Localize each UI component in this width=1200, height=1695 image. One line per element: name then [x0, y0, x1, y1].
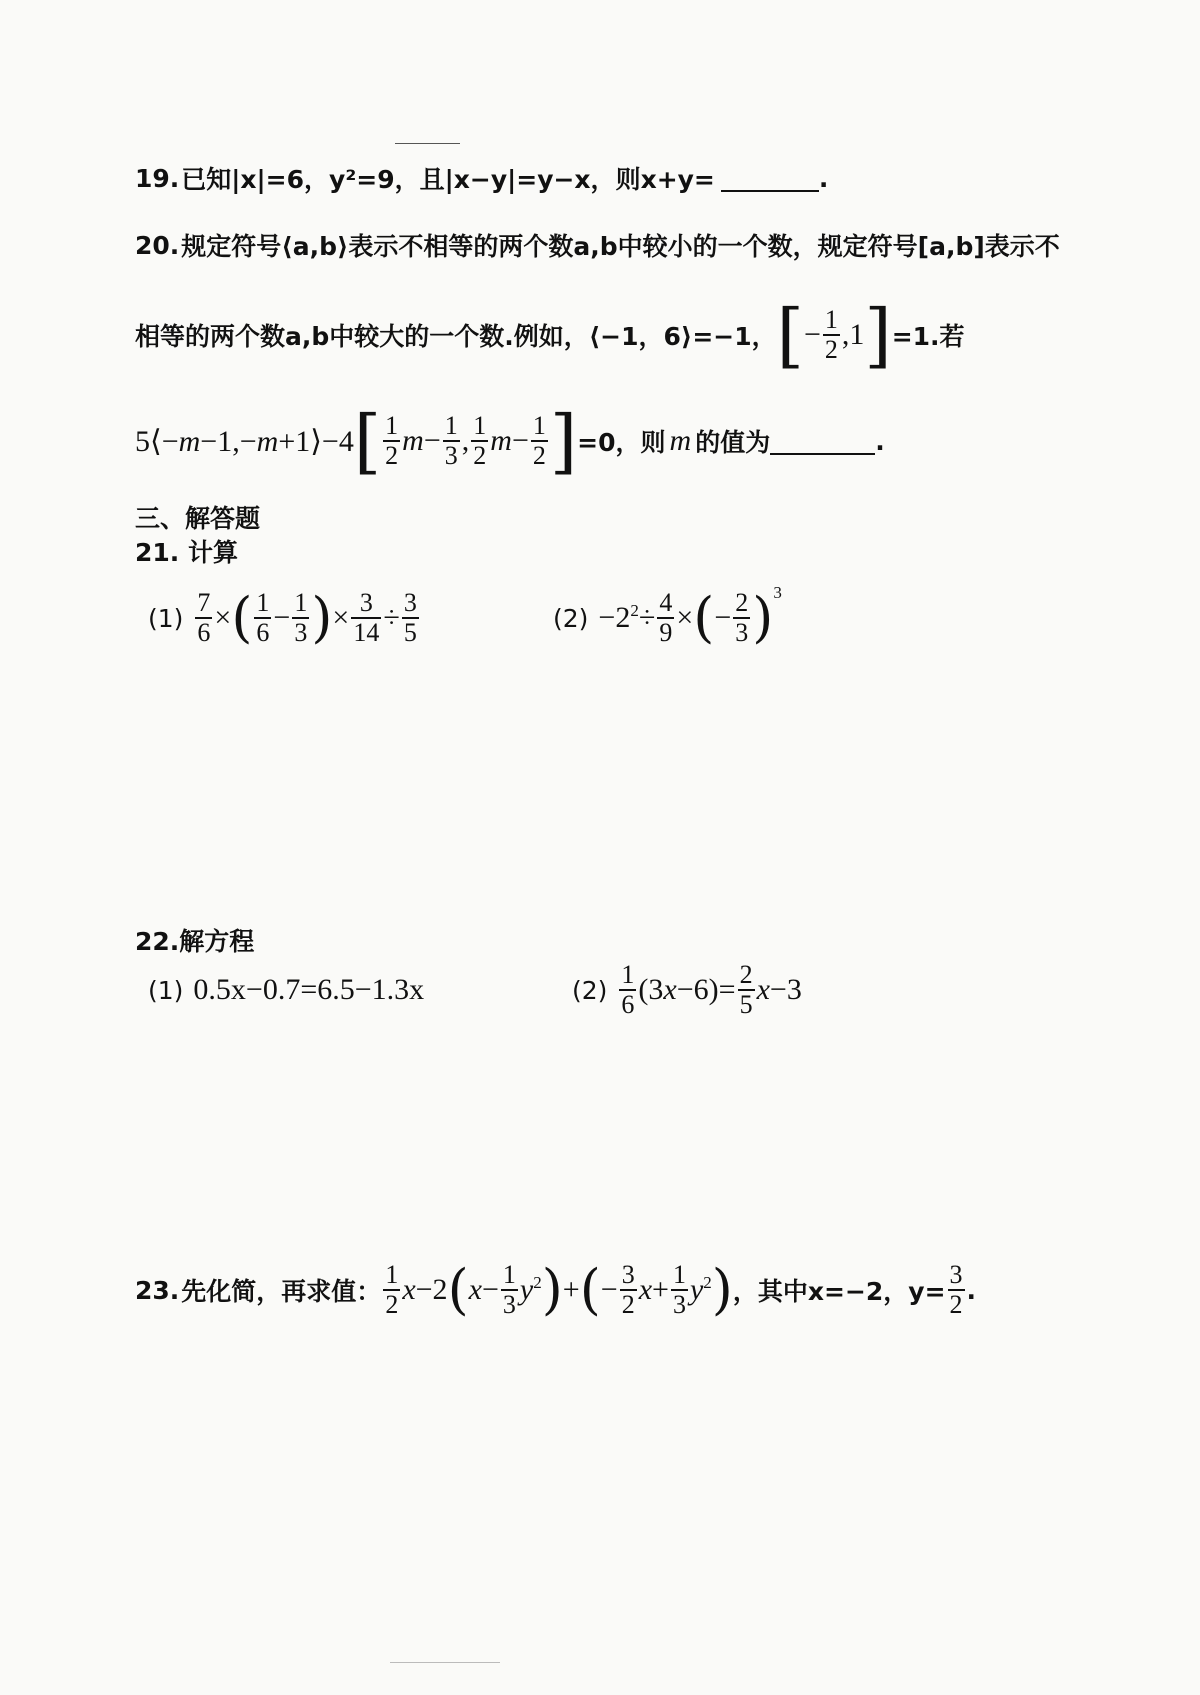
fraction-7-6: $\frac{7}{6}$: [197, 588, 211, 647]
minus-sign: −: [511, 424, 529, 457]
q20-period: .: [875, 426, 885, 456]
q19-text: 已知|x|=6，y²=9，且|x−y|=y−x，则x+y=: [181, 165, 715, 194]
right-paren: ): [541, 1258, 563, 1321]
q19-period: .: [818, 163, 829, 193]
q20-number: 20.: [135, 230, 180, 260]
top-mark: [395, 143, 460, 144]
right-bracket: ]: [549, 400, 578, 482]
minus-sign: −: [803, 318, 821, 351]
section-3-title: 三、解答题: [135, 504, 261, 533]
q20-line3-text: =0，则: [577, 428, 666, 457]
fraction-1-2: $\frac{1}{2}$: [385, 1260, 399, 1319]
fraction-one-half: $\frac{1}{2}$: [473, 411, 487, 470]
q21-part2-label: (2): [553, 603, 589, 633]
q23-expr-a: x−2: [402, 1273, 448, 1306]
q22-part2-rest: x−3: [756, 973, 802, 1006]
times-sign: ×: [332, 601, 350, 634]
fraction-1-6: $\frac{1}{6}$: [621, 960, 635, 1019]
q22-part1-equation: 0.5x−0.7=6.5−1.3x: [193, 973, 425, 1006]
fraction-1-3: $\frac{1}{3}$: [502, 1260, 516, 1319]
q20-line2-text: 相等的两个数a,b中较大的一个数.例如，⟨−1，6⟩=−1，: [135, 322, 777, 351]
var-m: m: [402, 424, 424, 457]
left-bracket: [: [353, 400, 382, 482]
minus-sign: −: [714, 601, 732, 634]
q23-period: .: [966, 1275, 977, 1305]
fraction-1-3: $\frac{1}{3}$: [294, 588, 308, 647]
q22-title: 22.解方程: [135, 927, 255, 956]
q23-y-squared: $y^2$: [519, 1273, 542, 1306]
q19-answer-blank[interactable]: [721, 164, 819, 192]
neg-two-squared: $-2^2\div$: [598, 601, 656, 634]
q20-expr-left: 5⟨−m−1,−m+1⟩−4: [135, 424, 354, 458]
right-paren: ): [311, 586, 333, 649]
question-20-line3: [135, 400, 885, 482]
fraction-one-half: $\frac{1}{2}$: [824, 305, 838, 364]
fraction-3-2: $\frac{3}{2}$: [949, 1260, 963, 1319]
right-paren: ): [711, 1258, 733, 1321]
q20-line3-end: 的值为: [695, 428, 771, 457]
right-paren: ): [752, 586, 774, 649]
fraction-2-5: $\frac{2}{5}$: [739, 960, 753, 1019]
q22-part2: [572, 955, 802, 1025]
q23-condition: ，其中x=−2，y=: [732, 1277, 946, 1306]
comma: ,: [461, 424, 470, 457]
left-paren: (: [579, 1258, 601, 1321]
q20-line2-end: =1.若: [891, 322, 965, 351]
left-paren: (: [447, 1258, 469, 1321]
question-23: [135, 1255, 976, 1325]
q23-expr-b: x−: [468, 1273, 499, 1306]
fraction-one-third: $\frac{1}{3}$: [444, 411, 458, 470]
q20-var-m: m: [669, 424, 692, 457]
right-bracket: ]: [864, 294, 892, 376]
left-paren: (: [693, 586, 715, 649]
q23-y-squared: $y^2$: [689, 1273, 712, 1306]
question-19: [135, 158, 828, 198]
q20-answer-blank[interactable]: [770, 427, 875, 455]
minus-sign: −: [273, 601, 291, 634]
question-20-line2: [135, 294, 965, 376]
minus-sign: −: [423, 424, 441, 457]
bottom-mark: [390, 1662, 500, 1663]
q23-expr-c: x+: [638, 1273, 669, 1306]
fraction-1-6: $\frac{1}{6}$: [256, 588, 270, 647]
q22-part2-paren: (3x−6)=: [638, 973, 736, 1006]
left-paren: (: [231, 586, 253, 649]
q20-line1-text: 规定符号⟨a,b⟩表示不相等的两个数a,b中较小的一个数，规定符号[a,b]表示不: [181, 232, 1060, 261]
divide-sign: ÷: [383, 601, 400, 634]
left-bracket: [: [776, 294, 804, 376]
fraction-4-9: $\frac{4}{9}$: [659, 588, 673, 647]
q22-part1-label: (1): [148, 975, 184, 1005]
q21-part1: [148, 583, 421, 653]
q21-part1-label: (1): [148, 603, 184, 633]
q19-number: 19.: [135, 163, 180, 193]
q23-text: 先化简，再求值：: [181, 1277, 382, 1306]
fraction-one-half: $\frac{1}{2}$: [532, 411, 546, 470]
q21-part2: [553, 583, 782, 653]
minus-sign: −: [600, 1273, 618, 1306]
fraction-3-2: $\frac{3}{2}$: [621, 1260, 635, 1319]
fraction-3-14: $\frac{3}{14}$: [353, 588, 380, 647]
fraction-3-5: $\frac{3}{5}$: [403, 588, 417, 647]
cube-exponent: 3: [773, 583, 782, 602]
times-sign: ×: [214, 601, 232, 634]
var-m: m: [490, 424, 512, 457]
q23-number: 23.: [135, 1275, 180, 1305]
plus-sign: +: [562, 1273, 580, 1306]
q22-part2-label: (2): [572, 975, 608, 1005]
fraction-1-3: $\frac{1}{3}$: [672, 1260, 686, 1319]
q22-part1: [148, 970, 424, 1010]
fraction-2-3: $\frac{2}{3}$: [735, 588, 749, 647]
times-sign: ×: [676, 601, 694, 634]
question-20-line1: [135, 225, 1060, 265]
fraction-one-half: $\frac{1}{2}$: [385, 411, 399, 470]
q21-title: 21. 计算: [135, 538, 238, 567]
comma-one: ,1: [841, 318, 865, 351]
